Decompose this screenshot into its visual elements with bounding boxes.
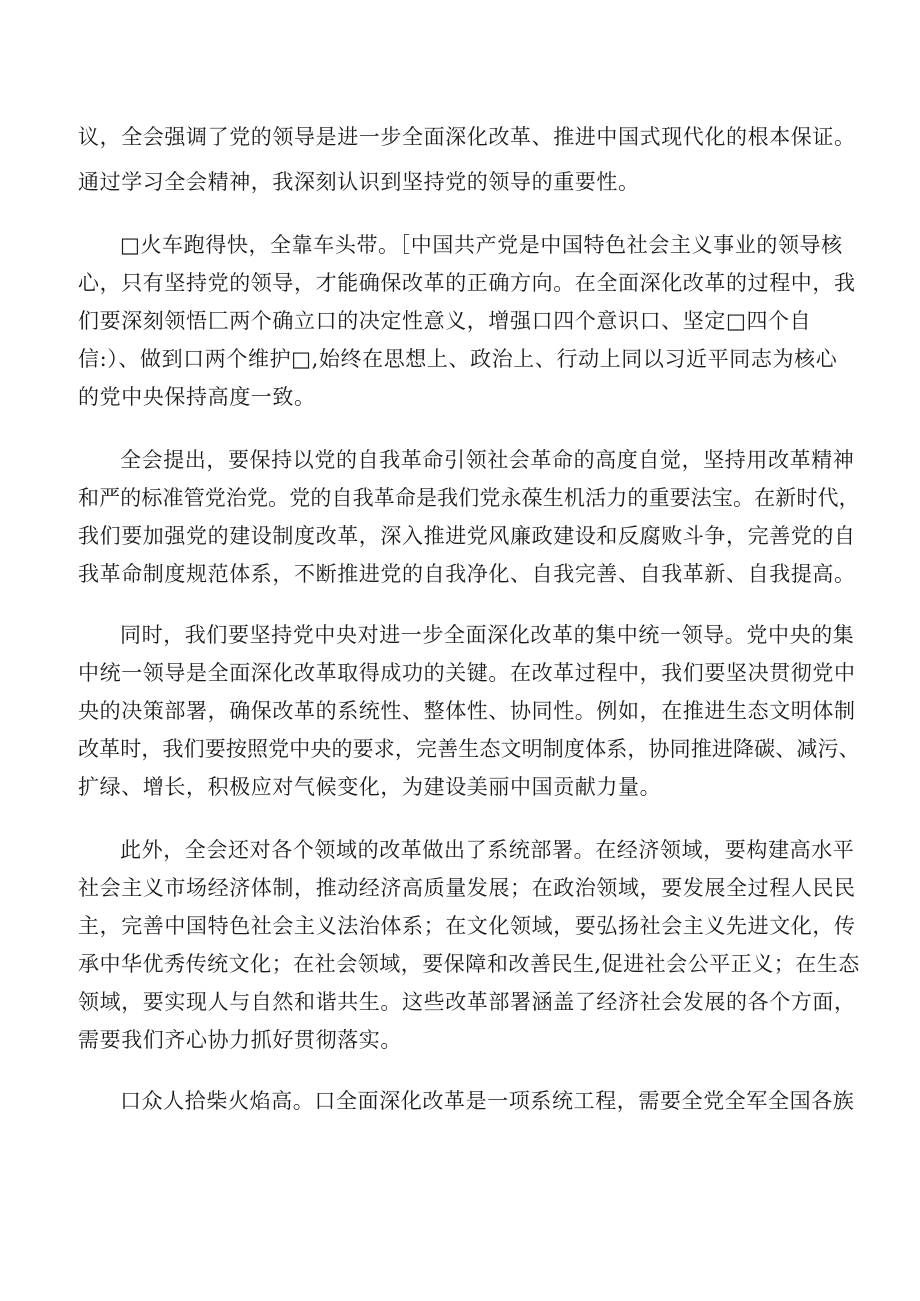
text-line: 我革命制度规范体系，不断推进党的自我净化、自我完善、自我革新、自我提高。 (78, 562, 856, 586)
text-line: □火车跑得快，全靠车头带。［中国共产党是中国特色社会主义事业的领导核 (120, 233, 843, 257)
text-line: 承中华优秀传统文化；在社会领域，要保障和改善民生,促进社会公平正义；在生态 (78, 952, 860, 976)
text-line: 此外，全会还对各个领域的改革做出了系统部署。在经济领域，要构建高水平 (120, 838, 855, 862)
text-line: 领域，要实现人与自然和谐共生。这些改革部署涵盖了经济社会发展的各个方面， (78, 990, 856, 1014)
text-line: 主，完善中国特色社会主义法治体系；在文化领域，要弘扬社会主义先进文化，传 (78, 914, 856, 938)
text-line: 我们要加强党的建设制度改革，深入推进党风廉政建设和反腐败斗争，完善党的自 (78, 524, 856, 548)
text-line: 议，全会强调了党的领导是进一步全面深化改革、推进中国式现代化的根本保证。 (78, 125, 856, 149)
text-line: 通过学习全会精神，我深刻认识到坚持党的领导的重要性。 (78, 170, 640, 194)
text-line: 央的决策部署，确保改革的系统性、整体性、协同性。例如，在推进生态文明体制 (78, 699, 856, 723)
text-line: 同时，我们要坚持党中央对进一步全面深化改革的集中统一领导。党中央的集 (120, 623, 855, 647)
text-line: 口众人拾柴火焰高。口全面深化改革是一项系统工程，需要全党全军全国各族 (120, 1089, 855, 1113)
text-line: 改革时，我们要按照党中央的要求，完善生态文明制度体系，协同推进降碳、减污、 (78, 737, 860, 761)
text-line: 需要我们齐心协力抓好贯彻落实。 (78, 1028, 402, 1052)
text-line: 扩绿、增长，积极应对气候变化，为建设美丽中国贡献力量。 (78, 775, 662, 799)
text-line: 全会提出，要保持以党的自我革命引领社会革命的高度自觉，坚持用改革精神 (120, 448, 855, 472)
text-line: 心，只有坚持党的领导，才能确保改革的正确方向。在全面深化改革的过程中，我 (78, 271, 856, 295)
text-line: 们要深刻领悟匚两个确立口的决定性意义，增强口四个意识口、坚定□四个自 (78, 309, 812, 333)
text-line: 中统一领导是全面深化改革取得成功的关键。在改革过程中，我们要坚决贯彻党中 (78, 661, 856, 685)
text-line: 和严的标准管党治党。党的自我革命是我们党永葆生机活力的重要法宝。在新时代， (78, 486, 860, 510)
text-line: 的党中央保持高度一致。 (78, 385, 316, 409)
text-line: 社会主义市场经济体制，推动经济高质量发展；在政治领域，要发展全过程人民民 (78, 876, 856, 900)
text-line: 信:）、做到口两个维护□,始终在思想上、政治上、行动上同以习近平同志为核心 (78, 347, 838, 371)
